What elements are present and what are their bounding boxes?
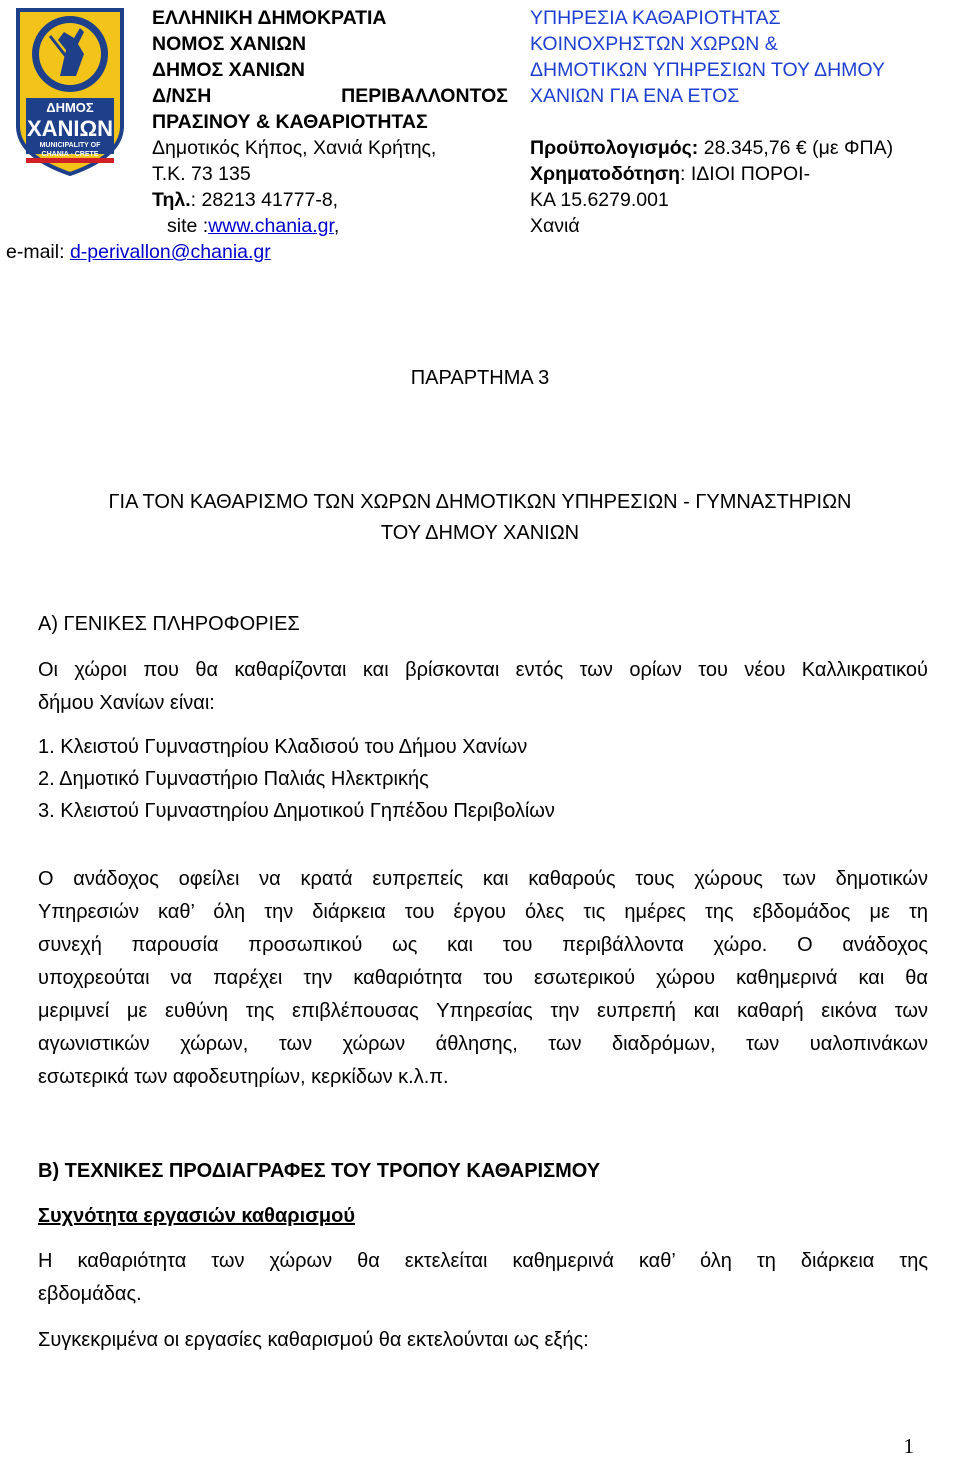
paragraph-line: αγωνιστικών χώρων, των χώρων άθλησης, των διαδρόμων, των υαλοπινάκων bbox=[38, 1033, 928, 1055]
municipality-line: ΔΗΜΟΣ ΧΑΝΙΩΝ bbox=[152, 59, 305, 81]
funding-code: ΚΑ 15.6279.001 bbox=[530, 189, 669, 211]
paragraph-line: εβδομάδας. bbox=[38, 1283, 142, 1305]
obligation-paragraph bbox=[38, 863, 928, 1094]
paragraph-line: μεριμνεί με ευθύνη της επιβλέπουσας Υπηρεσίας την ευπρεπή και καθαρή εικόνα των bbox=[38, 1000, 928, 1022]
service-title-line-2: ΚΟΙΝΟΧΡΗΣΤΩΝ ΧΩΡΩΝ & bbox=[530, 33, 778, 55]
frequency-heading-text: Συχνότητα εργασιών καθαρισμού bbox=[38, 1205, 355, 1227]
postal-code: Τ.Κ. 73 135 bbox=[152, 163, 251, 185]
paragraph-line: Η καθαριότητα των χώρων θα εκτελείται καθημερινά καθ’ όλη τη διάρκεια της bbox=[38, 1250, 928, 1272]
svg-text:MUNICIPALITY OF: MUNICIPALITY OF bbox=[39, 142, 101, 149]
page-number: 1 bbox=[903, 1434, 914, 1458]
list-item: 2. Δημοτικό Γυμναστήριο Παλιάς Ηλεκτρικής bbox=[38, 768, 429, 790]
email-link[interactable]: d-perivallon@chania.gr bbox=[69, 241, 271, 263]
budget-line bbox=[530, 135, 893, 161]
section-a-heading: Α) ΓΕΝΙΚΕΣ ΠΛΗΡΟΦΟΡΙΕΣ bbox=[38, 613, 300, 635]
directorate-name: ΠΕΡΙΒΑΛΛΟΝΤΟΣ bbox=[341, 85, 508, 107]
subtitle-line-1: ΓΙΑ ΤΟΝ ΚΑΘΑΡΙΣΜΟ ΤΩΝ ΧΩΡΩΝ ΔΗΜΟΤΙΚΩΝ ΥΠΗΡΕΣΙΩΝ - ΓΥΜΝΑΣΤΗΡΙΩΝ bbox=[108, 491, 852, 513]
paragraph-line: εσωτερικά των αφοδευτηρίων, κερκίδων κ.λ.π. bbox=[38, 1066, 449, 1088]
directorate-label: Δ/ΝΣΗ bbox=[152, 85, 212, 107]
municipality-logo bbox=[14, 6, 126, 178]
address-line: Δημοτικός Κήπος, Χανιά Κρήτης, bbox=[152, 137, 437, 159]
place-line: Χανιά bbox=[530, 215, 580, 237]
annex-title: ΠΑΡΑΡΤΗΜΑ 3 bbox=[410, 367, 550, 389]
paragraph-line: συνεχή παρουσία προσωπικού ως και του περιβάλλοντα χώρο. Ο ανάδοχος bbox=[38, 934, 928, 956]
site-suffix: , bbox=[333, 215, 340, 237]
intro-line: Οι χώροι που θα καθαρίζονται και βρίσκονται εντός των ορίων του νέου Καλλικρατικού bbox=[38, 659, 928, 681]
svg-text:ΧΑΝΙΩΝ: ΧΑΝΙΩΝ bbox=[26, 116, 114, 141]
service-title-line-1: ΥΠΗΡΕΣΙΑ ΚΑΘΑΡΙΟΤΗΤΑΣ bbox=[530, 7, 781, 29]
facility-list bbox=[38, 731, 928, 827]
budget-label: Προϋπολογισμός: bbox=[530, 137, 699, 159]
directorate-line bbox=[152, 83, 508, 109]
site-line bbox=[167, 213, 339, 239]
prefecture-line: ΝΟΜΟΣ ΧΑΝΙΩΝ bbox=[152, 33, 307, 55]
svg-text:ΔΗΜΟΣ: ΔΗΜΟΣ bbox=[46, 100, 94, 115]
service-title-line-4: ΧΑΝΙΩΝ ΓΙΑ ΕΝΑ ΕΤΟΣ bbox=[530, 85, 740, 107]
list-item: 1. Κλειστού Γυμναστηρίου Κλαδισού του Δήμου Χανίων bbox=[38, 736, 528, 758]
phone-label: Τηλ. bbox=[152, 189, 191, 211]
funding-value: : ΙΔΙΟΙ ΠΟΡΟΙ- bbox=[680, 163, 811, 185]
service-title-line-3: ΔΗΜΟΤΙΚΩΝ ΥΠΗΡΕΣΙΩΝ ΤΟΥ ΔΗΜΟΥ bbox=[530, 59, 885, 81]
paragraph-line: υποχρεούται να παρέχει την καθαριότητα του εσωτερικού χώρου καθημερινά και θα bbox=[38, 967, 928, 989]
department-line: ΠΡΑΣΙΝΟΥ & ΚΑΘΑΡΙΟΤΗΤΑΣ bbox=[152, 111, 428, 133]
svg-text:CHANIA - CRETE: CHANIA - CRETE bbox=[41, 151, 99, 158]
frequency-heading bbox=[38, 1201, 928, 1231]
subtitle-line-2: ΤΟΥ ΔΗΜΟΥ ΧΑΝΙΩΝ bbox=[380, 522, 580, 544]
phone-value: : 28213 41777-8, bbox=[190, 189, 339, 211]
frequency-paragraph bbox=[38, 1245, 928, 1311]
site-link[interactable]: www.chania.gr bbox=[208, 215, 334, 237]
list-item: 3. Κλειστού Γυμναστηρίου Δημοτικού Γηπέδου Περιβολίων bbox=[38, 800, 555, 822]
budget-value: 28.345,76 € (με ΦΠΑ) bbox=[698, 137, 894, 159]
section-b-heading: Β) ΤΕΧΝΙΚΕΣ ΠΡΟΔΙΑΓΡΑΦΕΣ ΤΟΥ ΤΡΟΠΟΥ ΚΑΘΑΡΙΣΜΟΥ bbox=[38, 1160, 601, 1182]
email-label: e-mail: bbox=[6, 241, 70, 263]
intro-line: δήμου Χανίων είναι: bbox=[38, 692, 215, 714]
paragraph-line: Ο ανάδοχος οφείλει να κρατά ευπρεπείς και καθαρούς τους χώρους των δημοτικών bbox=[38, 868, 928, 890]
country-line: ΕΛΛΗΝΙΚΗ ΔΗΜΟΚΡΑΤΙΑ bbox=[152, 7, 387, 29]
site-label: site : bbox=[167, 215, 209, 237]
email-line bbox=[6, 239, 271, 265]
funding-line bbox=[530, 161, 810, 187]
phone-line bbox=[152, 187, 338, 213]
section-a-intro bbox=[38, 654, 928, 720]
funding-label: Χρηματοδότηση bbox=[530, 163, 681, 185]
paragraph-line: Υπηρεσιών καθ’ όλη την διάρκεια του έργου όλες τις ημέρες της εβδομάδος με τη bbox=[38, 901, 928, 923]
closing-line: Συγκεκριμένα οι εργασίες καθαρισμού θα εκτελούνται ως εξής: bbox=[38, 1329, 589, 1351]
